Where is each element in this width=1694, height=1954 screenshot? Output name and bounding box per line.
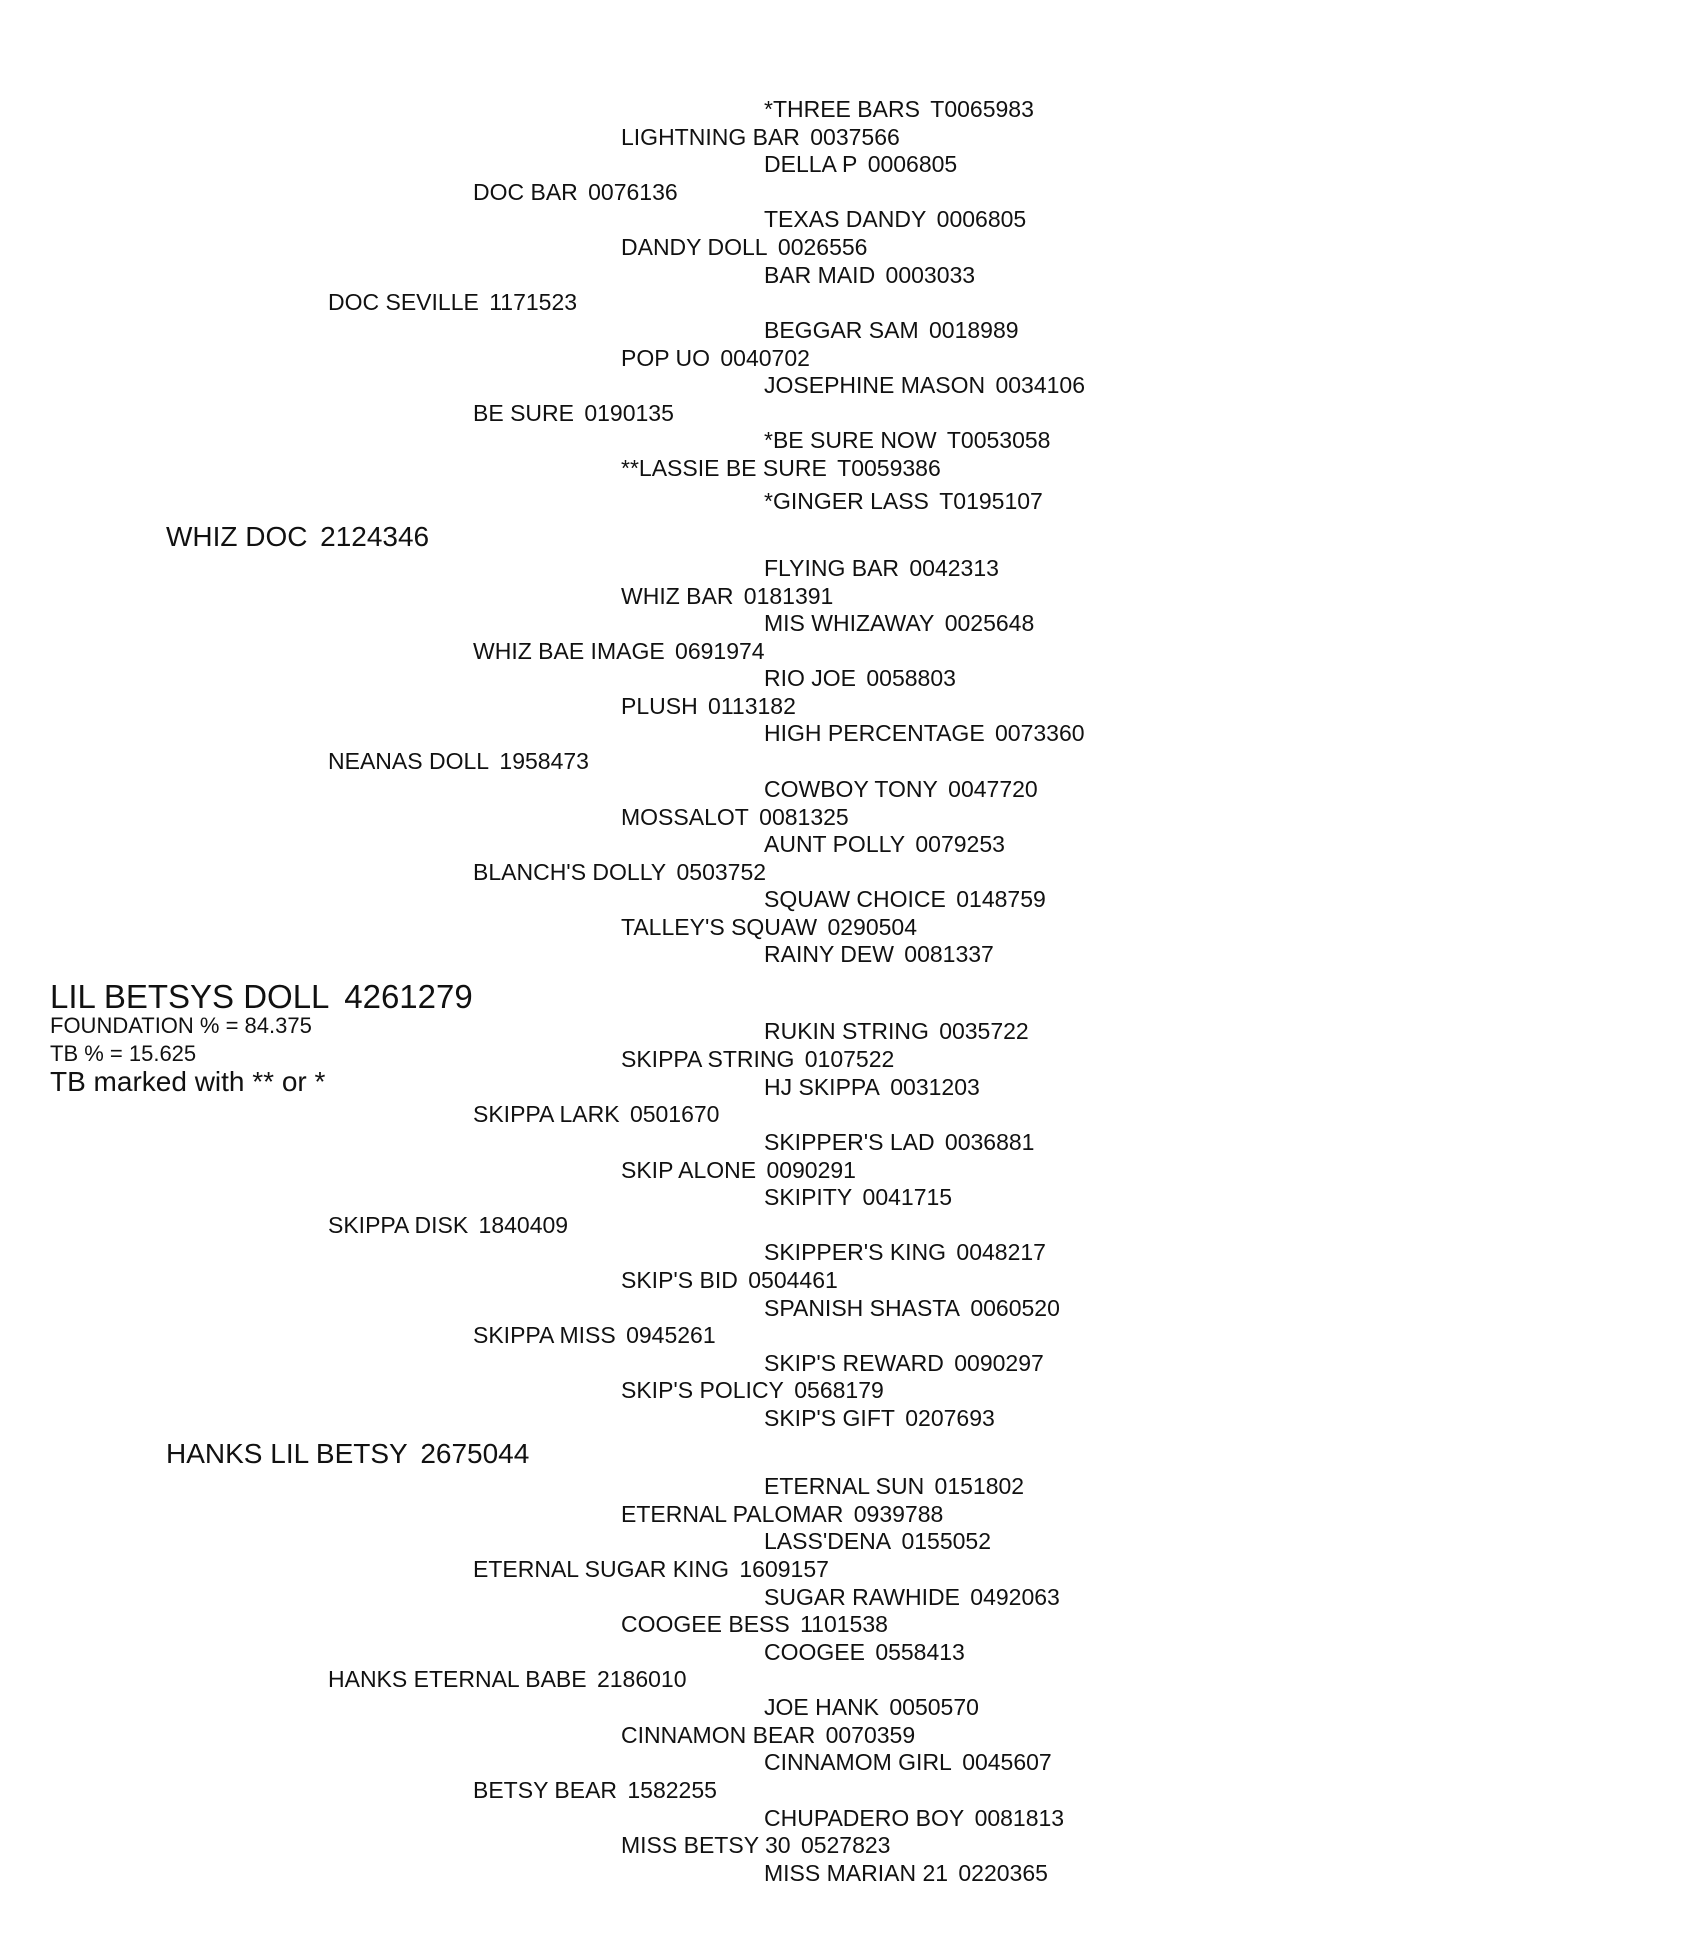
ancestor-g5-entry	[764, 1751, 1052, 1774]
horse-name: HANKS ETERNAL BABE	[328, 1666, 587, 1692]
registration-number: 0003033	[885, 262, 976, 288]
horse-name: SKIP'S REWARD	[764, 1350, 944, 1376]
registration-number: 1101538	[800, 1611, 888, 1637]
registration-number: 0527823	[800, 1832, 891, 1858]
horse-name: MISS BETSY 30	[621, 1832, 791, 1858]
ancestor-g5-entry	[764, 1076, 980, 1099]
ancestor-g5-entry	[764, 319, 1019, 342]
ancestor-g4-entry	[621, 1159, 856, 1182]
horse-name: AUNT POLLY	[764, 831, 906, 857]
ancestor-g5-entry	[764, 1807, 1064, 1830]
registration-number: 0042313	[909, 555, 999, 581]
great-grandparent-entry	[473, 402, 674, 425]
registration-number: 0081337	[904, 941, 994, 967]
ancestor-g4-entry	[621, 126, 900, 149]
horse-name: SKIPPER'S KING	[764, 1239, 947, 1265]
registration-number: 0081325	[759, 804, 849, 830]
horse-name: SKIPPA STRING	[621, 1046, 795, 1072]
ancestor-g5-entry	[764, 374, 1085, 397]
ancestor-g4-entry	[621, 347, 810, 370]
grandparent-entry	[328, 291, 577, 314]
horse-name: JOSEPHINE MASON	[764, 372, 986, 398]
ancestor-g4-entry	[621, 1613, 888, 1636]
horse-name: WHIZ DOC	[166, 521, 308, 552]
horse-name: JOE HANK	[764, 1694, 880, 1720]
horse-name: HJ SKIPPA	[764, 1074, 880, 1100]
registration-number: 0073360	[995, 720, 1085, 746]
registration-number: 0040702	[720, 345, 810, 371]
registration-number: 0090291	[766, 1157, 856, 1183]
horse-name: LIL BETSYS DOLL	[50, 978, 330, 1015]
horse-name: RUKIN STRING	[764, 1018, 929, 1044]
registration-number: 0041715	[862, 1184, 953, 1210]
grandparent-entry	[328, 1668, 687, 1691]
registration-number: 0939788	[853, 1501, 944, 1527]
horse-name: TALLEY'S SQUAW	[621, 914, 818, 940]
ancestor-g5-entry	[764, 1186, 952, 1209]
ancestor-g5-entry	[764, 1352, 1044, 1375]
registration-number: 0207693	[905, 1405, 995, 1431]
horse-name: SKIP ALONE	[621, 1157, 757, 1183]
horse-name: DOC SEVILLE	[328, 289, 479, 315]
ancestor-g5-entry	[764, 1530, 991, 1553]
registration-number: 0060520	[970, 1295, 1060, 1321]
registration-number: 0090297	[954, 1350, 1044, 1376]
horse-name: ETERNAL SUN	[764, 1473, 925, 1499]
tb-marking-note: TB marked with ** or *	[50, 1066, 326, 1097]
horse-name: ETERNAL SUGAR KING	[473, 1556, 730, 1582]
registration-number: 0107522	[804, 1046, 895, 1072]
registration-number: 0045607	[962, 1749, 1052, 1775]
grandparent-entry	[328, 750, 589, 773]
registration-number: 0031203	[890, 1074, 980, 1100]
registration-number: 0006805	[936, 206, 1027, 232]
ancestor-g4-entry	[621, 1724, 915, 1747]
registration-number: 0037566	[810, 124, 900, 150]
registration-number: 1582255	[627, 1777, 717, 1803]
ancestor-g4-entry	[621, 806, 849, 829]
horse-name: DELLA P	[764, 151, 858, 177]
tb-percent: TB % = 15.625	[50, 1041, 197, 1066]
horse-name: *GINGER LASS	[764, 488, 929, 514]
horse-name: BLANCH'S DOLLY	[473, 859, 667, 885]
horse-name: LIGHTNING BAR	[621, 124, 800, 150]
registration-number: 0006805	[867, 151, 958, 177]
ancestor-g5-entry	[764, 722, 1085, 745]
registration-number: 0058803	[866, 665, 956, 691]
horse-name: SKIPPER'S LAD	[764, 1129, 935, 1155]
registration-number: 0050570	[889, 1694, 979, 1720]
ancestor-g5-entry	[764, 1407, 995, 1430]
ancestor-g4-entry	[621, 1048, 894, 1071]
ancestor-g5-entry	[764, 153, 957, 176]
horse-name: *BE SURE NOW	[764, 427, 937, 453]
registration-number: 2186010	[596, 1666, 687, 1692]
ancestor-g5-entry	[764, 98, 1034, 121]
horse-name: MIS WHIZAWAY	[764, 610, 935, 636]
ancestor-g5-entry	[764, 1475, 1024, 1498]
horse-name: WHIZ BAR	[621, 583, 734, 609]
grandparent-entry	[328, 1214, 568, 1237]
registration-number: 0155052	[901, 1528, 991, 1554]
registration-number: 0025648	[944, 610, 1035, 636]
horse-name: SUGAR RAWHIDE	[764, 1584, 960, 1610]
ancestor-g5-entry	[764, 429, 1050, 452]
ancestor-g4-entry	[621, 585, 833, 608]
registration-number: 0036881	[944, 1129, 1035, 1155]
great-grandparent-entry	[473, 1324, 716, 1347]
registration-number: 0691974	[675, 638, 765, 664]
subject-horse	[50, 980, 473, 1013]
registration-number: T0065983	[930, 96, 1034, 122]
horse-name: SPANISH SHASTA	[764, 1295, 960, 1321]
horse-name: SKIPPA MISS	[473, 1322, 616, 1348]
ancestor-g5-entry	[764, 557, 999, 580]
ancestor-g5-entry	[764, 264, 975, 287]
ancestor-g5-entry	[764, 1297, 1060, 1320]
registration-number: 0220365	[958, 1860, 1048, 1886]
horse-name: SKIPITY	[764, 1184, 853, 1210]
ancestor-g4-entry	[621, 695, 796, 718]
registration-number: T0195107	[939, 488, 1043, 514]
horse-name: TEXAS DANDY	[764, 206, 927, 232]
horse-name: SKIP'S BID	[621, 1267, 738, 1293]
ancestor-g4-entry	[621, 1379, 884, 1402]
ancestor-g5-entry	[764, 1131, 1034, 1154]
horse-name: *THREE BARS	[764, 96, 920, 122]
horse-name: SKIP'S GIFT	[764, 1405, 895, 1431]
ancestor-g5-entry	[764, 1241, 1046, 1264]
horse-name: BEGGAR SAM	[764, 317, 919, 343]
ancestor-g5-entry	[764, 943, 994, 966]
registration-number: 0034106	[995, 372, 1085, 398]
registration-number: 0018989	[929, 317, 1019, 343]
horse-name: ETERNAL PALOMAR	[621, 1501, 844, 1527]
registration-number: 2675044	[420, 1438, 530, 1469]
registration-number: 0081813	[974, 1805, 1065, 1831]
registration-number: 0076136	[588, 179, 678, 205]
ancestor-g5-entry	[764, 208, 1026, 231]
ancestor-g5-entry	[764, 667, 956, 690]
horse-name: FLYING BAR	[764, 555, 900, 581]
registration-number: 1840409	[478, 1212, 569, 1238]
horse-name: NEANAS DOLL	[328, 748, 490, 774]
registration-number: T0053058	[946, 427, 1051, 453]
registration-number: 0181391	[743, 583, 834, 609]
horse-name: BAR MAID	[764, 262, 876, 288]
registration-number: 0070359	[825, 1722, 916, 1748]
ancestor-g4-entry	[621, 916, 917, 939]
registration-number: 0501670	[629, 1101, 720, 1127]
dam	[166, 1440, 529, 1468]
registration-number: 0568179	[794, 1377, 884, 1403]
ancestor-g5-entry	[764, 1696, 979, 1719]
registration-number: 0290504	[827, 914, 917, 940]
horse-name: POP UO	[621, 345, 711, 371]
horse-name: PLUSH	[621, 693, 698, 719]
registration-number: 0503752	[676, 859, 767, 885]
ancestor-g5-entry	[764, 1020, 1029, 1043]
ancestor-g4-entry	[621, 1834, 890, 1857]
registration-number: 1609157	[739, 1556, 829, 1582]
foundation-percent: FOUNDATION % = 84.375	[50, 1013, 312, 1038]
registration-number: 4261279	[344, 978, 473, 1015]
horse-name: COOGEE BESS	[621, 1611, 790, 1637]
ancestor-g4-entry	[621, 1269, 838, 1292]
registration-number: 1958473	[499, 748, 589, 774]
registration-number: 0079253	[915, 831, 1005, 857]
sire	[166, 523, 429, 551]
registration-number: 0047720	[948, 776, 1038, 802]
ancestor-g5-entry	[764, 888, 1046, 911]
registration-number: 0035722	[939, 1018, 1029, 1044]
horse-name: COWBOY TONY	[764, 776, 938, 802]
horse-name: COOGEE	[764, 1639, 865, 1665]
ancestor-g5-entry	[764, 833, 1005, 856]
horse-name: RIO JOE	[764, 665, 857, 691]
ancestor-g5-entry	[764, 1586, 1060, 1609]
horse-name: MOSSALOT	[621, 804, 749, 830]
great-grandparent-entry	[473, 1103, 719, 1126]
horse-name: MISS MARIAN 21	[764, 1860, 949, 1886]
horse-name: CHUPADERO BOY	[764, 1805, 965, 1831]
ancestor-g4-entry	[621, 1503, 943, 1526]
horse-name: DOC BAR	[473, 179, 578, 205]
registration-number: 0492063	[970, 1584, 1060, 1610]
registration-number: 0026556	[777, 234, 868, 260]
horse-name: RAINY DEW	[764, 941, 894, 967]
horse-name: DANDY DOLL	[621, 234, 768, 260]
ancestor-g5-entry	[764, 612, 1034, 635]
registration-number: 0558413	[875, 1639, 965, 1665]
great-grandparent-entry	[473, 181, 678, 204]
registration-number: 0190135	[584, 400, 674, 426]
horse-name: HANKS LIL BETSY	[166, 1438, 408, 1469]
ancestor-g5-entry	[764, 490, 1043, 513]
ancestor-g5-entry	[764, 1862, 1048, 1885]
registration-number: 0945261	[626, 1322, 716, 1348]
registration-number: 0048217	[956, 1239, 1046, 1265]
registration-number: 0148759	[956, 886, 1046, 912]
horse-name: CINNAMON BEAR	[621, 1722, 816, 1748]
horse-name: CINNAMOM GIRL	[764, 1749, 952, 1775]
registration-number: 1171523	[489, 289, 578, 315]
ancestor-g5-entry	[764, 778, 1038, 801]
great-grandparent-entry	[473, 1779, 717, 1802]
great-grandparent-entry	[473, 640, 765, 663]
horse-name: SKIPPA LARK	[473, 1101, 620, 1127]
great-grandparent-entry	[473, 1558, 829, 1581]
horse-name: SQUAW CHOICE	[764, 886, 946, 912]
registration-number: T0059386	[837, 455, 941, 481]
registration-number: 0113182	[708, 693, 796, 719]
horse-name: WHIZ BAE IMAGE	[473, 638, 665, 664]
horse-name: BETSY BEAR	[473, 1777, 618, 1803]
horse-name: LASS'DENA	[764, 1528, 892, 1554]
registration-number: 0151802	[934, 1473, 1025, 1499]
registration-number: 2124346	[320, 521, 430, 552]
horse-name: SKIP'S POLICY	[621, 1377, 784, 1403]
horse-name: HIGH PERCENTAGE	[764, 720, 985, 746]
horse-name: BE SURE	[473, 400, 574, 426]
registration-number: 0504461	[748, 1267, 838, 1293]
ancestor-g4-entry	[621, 236, 867, 259]
ancestor-g5-entry	[764, 1641, 965, 1664]
horse-name: **LASSIE BE SURE	[621, 455, 827, 481]
ancestor-g4-entry	[621, 457, 941, 480]
great-grandparent-entry	[473, 861, 766, 884]
horse-name: SKIPPA DISK	[328, 1212, 469, 1238]
